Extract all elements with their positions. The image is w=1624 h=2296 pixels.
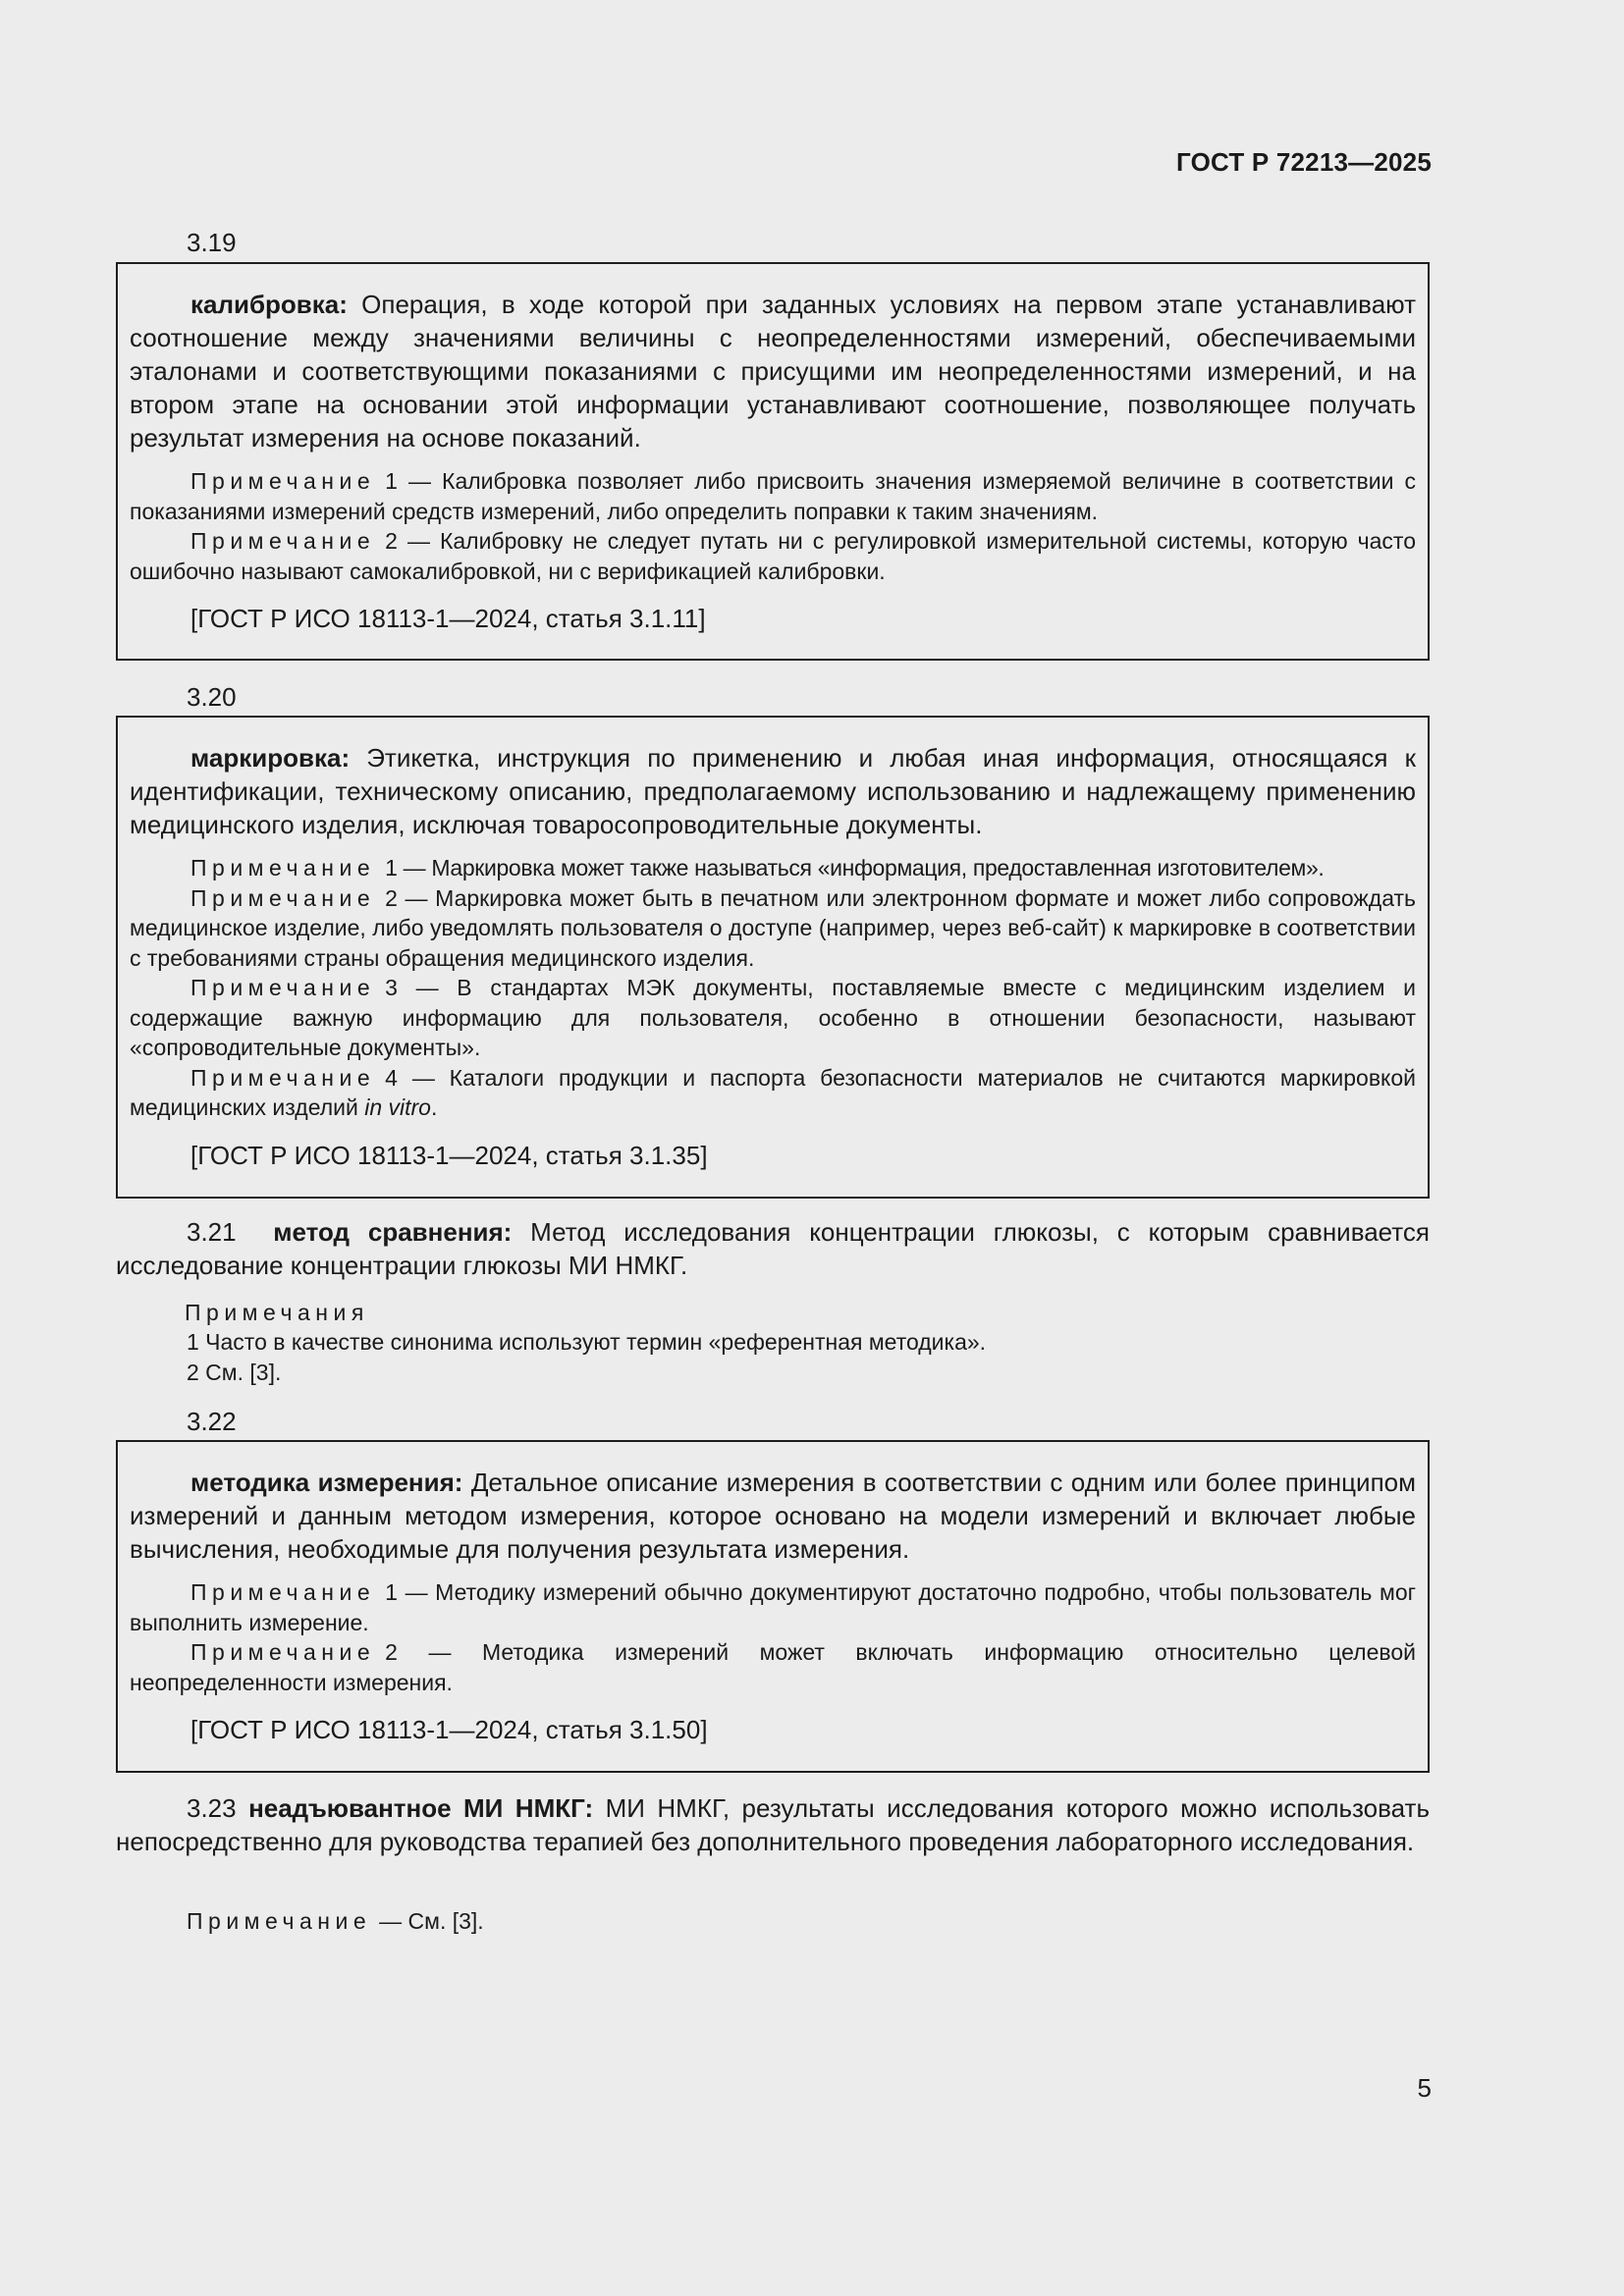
term-3-23 [116,1791,1430,1858]
note-label: Примечание [187,1908,372,1934]
note-item [130,1577,1416,1637]
note-label: Примечание [190,528,376,554]
definition-3-20 [130,741,1416,841]
note-text: — В стандартах МЭК документы, поставляемые вместе с медицинским изделием и содержащие важную информацию для пользователя, особенно в отношении безопасности, называют «сопроводительные документы». [130,975,1417,1060]
note-item [130,973,1416,1063]
note-text: — Калибровка позволяет либо присвоить значения измеряемой величине в соответствии с показаниями измерений средств измерений, либо определить поправки к таким значениям. [130,468,1416,524]
definition-3-22 [130,1466,1416,1566]
term-box-3-20 [116,716,1430,1199]
term-number-3-19: 3.19 [187,228,237,257]
source-reference: [ГОСТ Р ИСО 18113-1—2024, статья 3.1.50] [190,1715,708,1744]
note-number: 2 [385,884,398,911]
term-title: методика измерения: [190,1468,463,1497]
term-number-3-23: 3.23 [187,1793,237,1823]
note-text: — Маркировка может также называться «информация, предоставленная изготовителем». [403,855,1325,881]
definition-text: Операция, в ходе которой при заданных условиях на первом этапе устанавливают соотношение между значениями величины с неопределенностями измерений, обеспечиваемыми эталонами и соответствующими показаниями с присущими им неопределенностями измерений, и на втором этапе на основании этой информации устанавливают соотношение, позволяющее получать результат измерения на основе показаний. [130,290,1416,453]
term-title: метод сравнения: [273,1217,513,1247]
italic-term: in vitro [364,1095,431,1120]
note-item [187,1906,484,1937]
definition-text: Этикетка, инструкция по применению и любая иная информация, относящаяся к идентификации, техническому описанию, предполагаемому использованию и надлежащему применению медицинского изделия, исключая товаросопроводительные документы. [130,743,1416,839]
note-number: 1 [385,1579,398,1605]
note-text: — Калибровку не следует путать ни с регулировкой измерительной системы, которую часто ошибочно называют самокалибровкой, ни с верификацией калибровки. [130,528,1416,584]
definition-text: Метод исследования концентрации глюкозы, с которым сравнивается исследование концентрации глюкозы МИ НМКГ. [116,1217,1430,1280]
definition-text: Детальное описание измерения в соответствии с одним или более принципом измерений и данным методом измерения, которое основано на модели измерений и включает любые вычисления, необходимые для получения результата измерения. [130,1468,1416,1564]
note-tail: . [430,1095,438,1120]
note-label: Примечание [190,468,376,494]
note-item: 1 Часто в качестве синонима используют термин «референтная методика». [187,1329,987,1355]
note-text: — Каталоги продукции и паспорта безопасности материалов не считаются маркировкой медицинских изделий [130,1064,1416,1120]
note-label: Примечание [190,1579,376,1605]
source-reference: [ГОСТ Р ИСО 18113-1—2024, статья 3.1.11] [190,604,706,633]
term-title: неадъювантное МИ НМКГ: [248,1793,594,1823]
note-item [130,466,1416,526]
note-item [130,883,1416,974]
note-label: Примечание [190,884,376,911]
document-header: ГОСТ Р 72213—2025 [1176,147,1432,177]
note-text: — Методика измерений может включать информацию относительно целевой неопределенности измерения. [130,1639,1416,1695]
term-number-3-21: 3.21 [187,1217,237,1247]
note-number: 2 [385,528,398,554]
term-number-3-22: 3.22 [187,1407,237,1436]
source-reference: [ГОСТ Р ИСО 18113-1—2024, статья 3.1.35] [190,1140,708,1170]
note-number: 3 [385,975,398,1000]
note-item [130,1637,1416,1697]
term-3-21 [116,1215,1430,1282]
definition-3-19 [130,288,1416,454]
note-item [130,853,1416,883]
term-title: калибровка: [190,290,348,319]
note-number: 4 [385,1064,398,1091]
term-number-3-20: 3.20 [187,682,237,712]
note-number: 1 [385,855,398,881]
note-item [130,1063,1416,1123]
term-box-3-19 [116,262,1430,661]
note-label: Примечание [190,1639,376,1665]
note-number: 1 [385,468,398,494]
note-number: 2 [385,1639,398,1665]
note-label: Примечание [190,1064,376,1091]
note-text: — См. [3]. [379,1908,484,1934]
note-text: — Маркировка может быть в печатном или электронном формате и может либо сопровождать медицинское изделие, либо уведомлять пользователя о доступе (например, через веб-сайт) к маркировке в соответствии с требованиями страны обращения медицинского изделия. [130,884,1416,971]
note-text: — Методику измерений обычно документируют достаточно подробно, чтобы пользователь мог выполнить измерение. [130,1579,1416,1635]
note-label: Примечание [190,855,376,881]
definition-text: МИ НМКГ, результаты исследования которого можно использовать непосредственно для руководства терапией без дополнительного проведения лабораторного исследования. [116,1793,1430,1856]
note-label: Примечание [190,975,376,1000]
term-box-3-22 [116,1440,1430,1773]
note-item [130,526,1416,586]
notes-title: Примечания [185,1300,369,1325]
page-number: 5 [1417,2073,1432,2103]
term-title: маркировка: [190,743,351,773]
note-item: 2 См. [3]. [187,1360,282,1385]
